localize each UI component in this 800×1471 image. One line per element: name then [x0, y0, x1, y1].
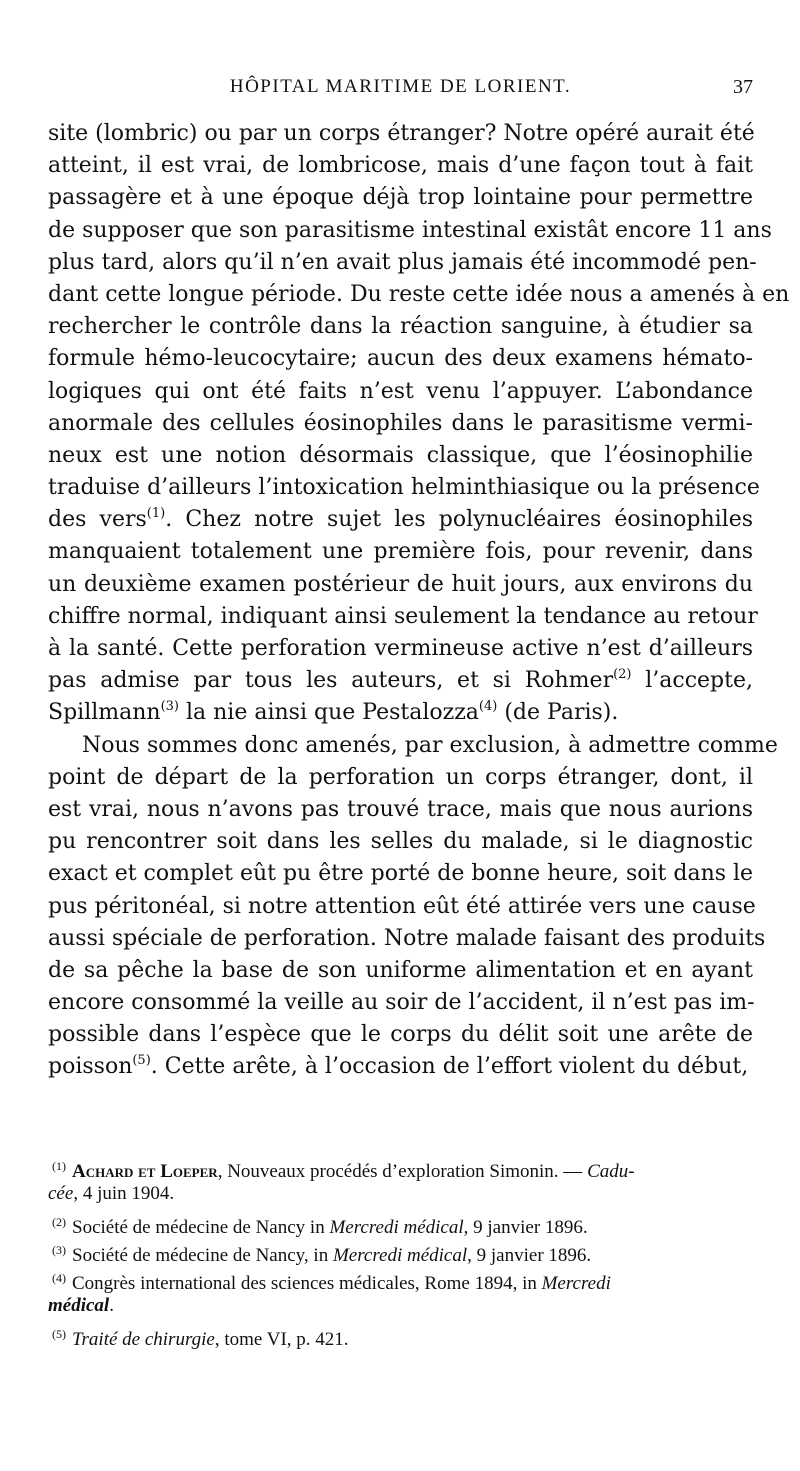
body-line: rechercher le contrôle dans la réaction sanguine, à étudier sa	[48, 314, 753, 340]
body-line: site (lombric) ou par un corps étranger? Notre opéré aurait été	[48, 121, 755, 146]
footnote-text: , Nouveaux procédés d’exploration Simonin. —	[217, 1161, 588, 1182]
running-title: HÔPITAL MARITIME DE LORIENT.	[229, 76, 572, 97]
footnote-journal: médical	[48, 1295, 110, 1316]
footnote-text: , 4 juin 1904.	[73, 1183, 175, 1204]
footnote-mark: (2)	[52, 1215, 66, 1229]
footnote-text: Société de médecine de Nancy, in	[72, 1245, 333, 1266]
footnote-mark: (4)	[52, 1271, 66, 1285]
body-text-run: Spillmann	[48, 700, 161, 726]
footnote-tail: , 9 janvier 1896.	[467, 1245, 592, 1266]
footnote-journal: Mercredi médical	[329, 1217, 464, 1238]
footnote-2	[48, 1208, 753, 1236]
body-line: manquaient totalement une première fois, pour revenir, dans	[48, 539, 753, 565]
footnote-reference: (3)	[160, 699, 179, 715]
body-line: Nous sommes donc amenés, par exclusion, à admettre comme	[82, 732, 778, 758]
footnote-journal: Cadu-	[587, 1161, 635, 1182]
footnote-text: Congrès international des sciences médicales, Rome 1894, in	[72, 1273, 542, 1294]
body-line: point de départ de la perforation un corps étranger, dont, il	[48, 764, 753, 790]
body-line: encore consommé la veille au soir de l’accident, il n’est pas im-	[48, 990, 755, 1016]
body-line: un deuxième examen postérieur de huit jours, aux environs du	[48, 571, 753, 597]
footnote-journal: cée	[48, 1183, 74, 1204]
footnote-text: Société de médecine de Nancy in	[72, 1217, 330, 1238]
body-text-run: (de Paris).	[497, 700, 619, 726]
body-line: formule hémo-leucocytaire; aucun des deux examens hémato-	[48, 346, 753, 372]
body-line: possible dans l’espèce que le corps du délit soit une arête de	[48, 1022, 753, 1048]
body-line: à la santé. Cette perforation vermineuse active n’est d’ailleurs	[48, 636, 753, 661]
body-line: anormale des cellules éosinophiles dans le parasitisme vermi-	[48, 410, 753, 436]
body-line: passagère et à une époque déjà trop lointaine pour permettre	[48, 185, 753, 211]
body-text-run: des vers	[48, 507, 147, 533]
footnote-1-continued	[48, 1180, 753, 1208]
body-line: est vrai, nous n’avons pas trouvé trace, mais que nous aurions	[48, 796, 753, 822]
footnote-mark: (1)	[52, 1159, 66, 1173]
body-line: aussi spéciale de perforation. Notre malade faisant des produits	[48, 925, 766, 951]
footnote-reference: (5)	[132, 1053, 151, 1069]
body-line: atteint, il est vrai, de lombricose, mais d’une façon tout à fait	[48, 153, 753, 179]
body-line	[48, 504, 753, 536]
footnote-5	[48, 1320, 753, 1348]
footnote-tail: , 9 janvier 1896.	[463, 1217, 588, 1238]
body-line	[48, 665, 753, 697]
body-line: logiques qui ont été faits n’est venu l’appuyer. L’abondance	[48, 378, 753, 404]
page-number: 37	[733, 76, 753, 98]
body-line: traduise d’ailleurs l’intoxication helminthiasique ou la présence	[48, 475, 760, 501]
footnote-journal: Traité de chirurgie	[72, 1329, 215, 1350]
body-text-run: l’accepte,	[631, 668, 753, 694]
footnotes	[48, 1152, 753, 1348]
footnote-journal: Mercredi médical	[332, 1245, 468, 1266]
body-line: plus tard, alors qu’il n’en avait plus jamais été incommodé pen-	[48, 249, 757, 275]
body-text-run: la nie ainsi que Pestalozza	[179, 700, 479, 726]
body-line: chiffre normal, indiquant ainsi seulement la tendance au retour	[48, 603, 758, 629]
page-header	[48, 74, 753, 104]
footnote-4	[48, 1264, 753, 1292]
body-text-run: pas admise par tous les auteurs, et si Rohmer	[48, 668, 614, 694]
body-line: exact et complet eût pu être porté de bonne heure, soit dans le	[48, 861, 754, 887]
body-line	[48, 697, 753, 729]
footnote-text: .	[109, 1295, 114, 1316]
footnote-reference: (1)	[146, 506, 166, 522]
footnote-tail: , tome VI, p. 421.	[214, 1329, 349, 1350]
footnote-reference: (4)	[478, 699, 498, 715]
body-line: dant cette longue période. Du reste cette idée nous a amenés à en	[48, 281, 790, 307]
body-text-run: . Cette arête, à l’occasion de l’effort violent du début,	[150, 1054, 749, 1080]
body-line: de sa pêche la base de son uniforme alimentation et en ayant	[48, 957, 753, 983]
footnote-1	[48, 1152, 753, 1180]
footnote-mark: (3)	[52, 1243, 66, 1257]
body-line	[48, 1051, 753, 1083]
body-text-run: . Chez notre sujet les polynucléaires éosinophiles	[165, 507, 754, 533]
body-line: de supposer que son parasitisme intestinal existât encore 11 ans	[48, 217, 772, 243]
body-line: pu rencontrer soit dans les selles du malade, si le diagnostic	[48, 829, 753, 855]
body-text	[48, 118, 790, 1084]
body-line: neux est une notion désormais classique, que l’éosinophilie	[48, 442, 753, 468]
body-text-run: poisson	[48, 1054, 133, 1080]
footnote-reference: (2)	[613, 667, 632, 683]
footnote-journal: Mercredi	[541, 1273, 611, 1294]
footnote-3	[48, 1236, 753, 1264]
body-line: pus péritonéal, si notre attention eût été attirée vers une cause	[48, 893, 756, 919]
footnote-authors: Achard et Loeper	[72, 1161, 218, 1182]
footnote-mark: (5)	[52, 1327, 66, 1341]
footnote-4-continued	[48, 1292, 753, 1320]
